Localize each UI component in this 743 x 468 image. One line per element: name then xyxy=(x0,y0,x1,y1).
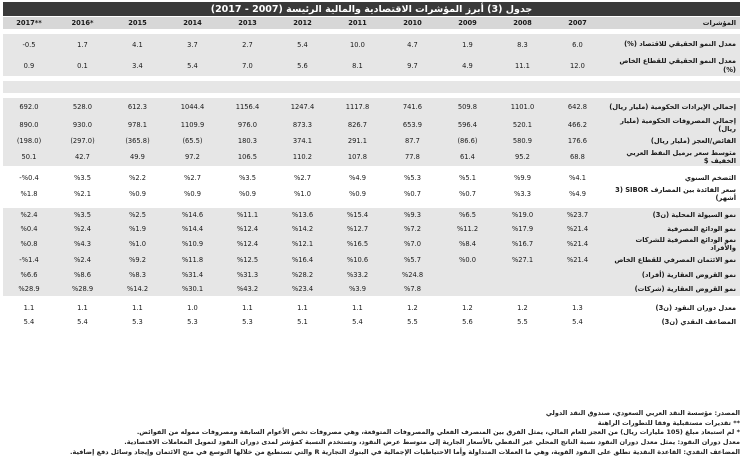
value-cell: %9.9 xyxy=(495,171,550,185)
value-cell: 1101.0 xyxy=(495,98,550,116)
footnote-forecast: ** تقديرات مستقبلية وفقا للتطورات الراهنة xyxy=(597,418,740,427)
value-cell: 87.7 xyxy=(385,134,440,148)
value-cell: 978.1 xyxy=(110,116,165,134)
value-cell: %6.5 xyxy=(440,208,495,222)
value-cell: %2.4 xyxy=(55,252,110,268)
header-year: 2007 xyxy=(550,17,605,29)
value-cell: 291.1 xyxy=(330,134,385,148)
value-cell: 4.7 xyxy=(385,34,440,55)
value-cell: 3.7 xyxy=(165,34,220,55)
value-cell: 509.8 xyxy=(440,98,495,116)
value-cell: 110.2 xyxy=(275,148,330,166)
value-cell: %23.7 xyxy=(550,208,605,222)
value-cell: 520.1 xyxy=(495,116,550,134)
value-cell: 1.2 xyxy=(440,301,495,315)
value-cell: %11.2 xyxy=(440,222,495,236)
table-row xyxy=(3,252,740,268)
value-cell: %1.0 xyxy=(275,185,330,203)
value-cell: 180.3 xyxy=(220,134,275,148)
value-cell xyxy=(495,282,550,296)
value-cell xyxy=(275,81,330,93)
value-cell: %31.3 xyxy=(220,268,275,282)
value-cell: %14.4 xyxy=(165,222,220,236)
footnotes xyxy=(3,409,740,458)
value-cell: %0.8 xyxy=(3,236,55,252)
value-cell: 1.0 xyxy=(165,301,220,315)
value-cell xyxy=(330,81,385,93)
value-cell: 5.4 xyxy=(275,34,330,55)
value-cell: 5.1 xyxy=(275,315,330,329)
value-cell xyxy=(495,81,550,93)
value-cell: 890.0 xyxy=(3,116,55,134)
value-cell: 42.7 xyxy=(55,148,110,166)
value-cell: %3.5 xyxy=(55,208,110,222)
indicators-table xyxy=(3,17,740,329)
value-cell: 5.4 xyxy=(330,315,385,329)
value-cell: 11.1 xyxy=(495,55,550,76)
header-year: 2008 xyxy=(495,17,550,29)
indicator-label: متوسط سعر برميل النفط العربي الخفيف $ xyxy=(605,148,740,166)
value-cell: %2.7 xyxy=(165,171,220,185)
value-cell: 4.9 xyxy=(440,55,495,76)
value-cell xyxy=(440,81,495,93)
value-cell: 5.4 xyxy=(550,315,605,329)
value-cell xyxy=(550,282,605,296)
table-row xyxy=(3,171,740,185)
value-cell: %28.2 xyxy=(275,268,330,282)
value-cell: %17.9 xyxy=(495,222,550,236)
value-cell: 1.1 xyxy=(220,301,275,315)
value-cell: 873.3 xyxy=(275,116,330,134)
value-cell: 1247.4 xyxy=(275,98,330,116)
indicator-label: إجمالي المصروفات الحكومية (مليار ريال) xyxy=(605,116,740,134)
value-cell: 1.1 xyxy=(55,301,110,315)
value-cell: 61.4 xyxy=(440,148,495,166)
indicator-label: معدل دوران النقود (ن3) xyxy=(605,301,740,315)
value-cell: 107.8 xyxy=(330,148,385,166)
indicator-label: نمو الائتمان المصرفي للقطاع الخاص xyxy=(605,252,740,268)
value-cell: %10.9 xyxy=(165,236,220,252)
footnote-velocity: معدل دوران النقود: يمثل معدل دوران النقود نسبة الناتج المحلي غير النفطي بالأسعار الجارية إلى متوسط عرض النقود، وتستخدم النسبة كمؤشر لمدى دوران النقود لتمويل المعاملات الاقتصادية. xyxy=(124,438,740,447)
header-year: 2017** xyxy=(3,17,55,29)
value-cell: %3.9 xyxy=(330,282,385,296)
value-cell: 0.1 xyxy=(55,55,110,76)
value-cell: %2.7 xyxy=(275,171,330,185)
value-cell: 8.3 xyxy=(495,34,550,55)
indicator-label: نمو الودائع المصرفية للشركات والأفراد xyxy=(605,236,740,252)
value-cell: 77.8 xyxy=(385,148,440,166)
value-cell xyxy=(110,81,165,93)
value-cell: %8.4 xyxy=(440,236,495,252)
value-cell: %12.1 xyxy=(275,236,330,252)
value-cell: %28.9 xyxy=(3,282,55,296)
value-cell: %16.5 xyxy=(330,236,385,252)
value-cell: %12.7 xyxy=(330,222,385,236)
value-cell xyxy=(440,268,495,282)
header-year: 2016* xyxy=(55,17,110,29)
value-cell: 1044.4 xyxy=(165,98,220,116)
value-cell: %3.5 xyxy=(220,171,275,185)
value-cell: 1.9 xyxy=(440,34,495,55)
table-row xyxy=(3,185,740,203)
indicator-label: نمو القروض العقارية (شركات) xyxy=(605,282,740,296)
value-cell: %0.7 xyxy=(440,185,495,203)
value-cell: 5.4 xyxy=(165,55,220,76)
table-row xyxy=(3,236,740,252)
header-year: 2011 xyxy=(330,17,385,29)
value-cell: 95.2 xyxy=(495,148,550,166)
table-row xyxy=(3,282,740,296)
value-cell: 4.1 xyxy=(110,34,165,55)
value-cell: 5.5 xyxy=(385,315,440,329)
value-cell: 5.5 xyxy=(495,315,550,329)
value-cell: %16.4 xyxy=(275,252,330,268)
value-cell xyxy=(220,81,275,93)
value-cell xyxy=(550,81,605,93)
value-cell: -%0.4 xyxy=(3,171,55,185)
value-cell: %9.2 xyxy=(110,252,165,268)
value-cell: %0.9 xyxy=(110,185,165,203)
table-row xyxy=(3,34,740,55)
value-cell: 10.0 xyxy=(330,34,385,55)
value-cell: %2.2 xyxy=(110,171,165,185)
value-cell: %4.3 xyxy=(55,236,110,252)
value-cell: 7.0 xyxy=(220,55,275,76)
value-cell: 3.4 xyxy=(110,55,165,76)
value-cell: 1.1 xyxy=(330,301,385,315)
value-cell: 5.3 xyxy=(165,315,220,329)
value-cell: %14.2 xyxy=(275,222,330,236)
value-cell: 5.3 xyxy=(220,315,275,329)
value-cell: 68.8 xyxy=(550,148,605,166)
table-row xyxy=(3,208,740,222)
value-cell: %27.1 xyxy=(495,252,550,268)
value-cell: %0.7 xyxy=(385,185,440,203)
footnote-deficit: * لم استبعاد مبلغ (105 مليارات ريال) من العجز للعام المالي، يمثل الفرق بين المنصرف الفعلي والمصروفات المتوقعة، وهي مصروفات تخص الأعوام السابقة ومصروفات مموله من الفوائض. xyxy=(136,428,740,437)
value-cell: %6.6 xyxy=(3,268,55,282)
value-cell: %7.0 xyxy=(385,236,440,252)
value-cell: %8.3 xyxy=(110,268,165,282)
value-cell: (65.5) xyxy=(165,134,220,148)
value-cell: %11.8 xyxy=(165,252,220,268)
indicator-label: المضاعف النقدي (ن3) xyxy=(605,315,740,329)
value-cell: (297.0) xyxy=(55,134,110,148)
value-cell: 5.6 xyxy=(440,315,495,329)
value-cell: 1.7 xyxy=(55,34,110,55)
value-cell: 580.9 xyxy=(495,134,550,148)
value-cell xyxy=(440,282,495,296)
header-year: 2009 xyxy=(440,17,495,29)
value-cell: 1117.8 xyxy=(330,98,385,116)
value-cell: (365.8) xyxy=(110,134,165,148)
value-cell: 612.3 xyxy=(110,98,165,116)
header-year: 2013 xyxy=(220,17,275,29)
value-cell: %4.1 xyxy=(550,171,605,185)
value-cell xyxy=(550,268,605,282)
value-cell: %0.9 xyxy=(165,185,220,203)
table-row xyxy=(3,301,740,315)
value-cell: %2.4 xyxy=(55,222,110,236)
indicator-label: سعر الفائدة بين المصارف SIBOR (3 أشهر) xyxy=(605,185,740,203)
value-cell: %7.8 xyxy=(385,282,440,296)
indicator-label xyxy=(605,81,740,93)
value-cell: %3.5 xyxy=(55,171,110,185)
table-header-row xyxy=(3,17,740,29)
value-cell: %5.7 xyxy=(385,252,440,268)
value-cell: %30.1 xyxy=(165,282,220,296)
value-cell: %19.0 xyxy=(495,208,550,222)
value-cell: %31.4 xyxy=(165,268,220,282)
value-cell: %7.2 xyxy=(385,222,440,236)
value-cell: 1.1 xyxy=(275,301,330,315)
value-cell: %21.4 xyxy=(550,252,605,268)
value-cell: 466.2 xyxy=(550,116,605,134)
value-cell: 12.0 xyxy=(550,55,605,76)
value-cell: %4.9 xyxy=(550,185,605,203)
indicator-label: معدل النمو الحقيقي للاقتصاد (%) xyxy=(605,34,740,55)
value-cell: 528.0 xyxy=(55,98,110,116)
value-cell: %1.8 xyxy=(3,185,55,203)
value-cell: %13.6 xyxy=(275,208,330,222)
table-row xyxy=(3,81,740,93)
value-cell: 2.7 xyxy=(220,34,275,55)
footnote-multiplier: المضاعف النقدي: القاعدة النقدية تطلق على النقود القوية، وهي ما العملات المتداولة وأما الاحتياطيات الإجمالية في البنوك التجارية R والتي تستطيع من خلالها التوسع في منح الائتمان وإيجاد وسائل دفع إضافية. xyxy=(70,447,740,456)
value-cell: %0.9 xyxy=(330,185,385,203)
value-cell: 1.1 xyxy=(3,301,55,315)
value-cell: 374.1 xyxy=(275,134,330,148)
value-cell: %33.2 xyxy=(330,268,385,282)
value-cell: %21.4 xyxy=(550,222,605,236)
value-cell: %11.1 xyxy=(220,208,275,222)
value-cell: 826.7 xyxy=(330,116,385,134)
value-cell: %14.2 xyxy=(110,282,165,296)
value-cell: %14.6 xyxy=(165,208,220,222)
value-cell: 6.0 xyxy=(550,34,605,55)
value-cell: %1.9 xyxy=(110,222,165,236)
value-cell: %8.6 xyxy=(55,268,110,282)
value-cell xyxy=(495,268,550,282)
value-cell: -%1.4 xyxy=(3,252,55,268)
value-cell: 692.0 xyxy=(3,98,55,116)
header-year: 2015 xyxy=(110,17,165,29)
value-cell: 1.3 xyxy=(550,301,605,315)
value-cell: %3.3 xyxy=(495,185,550,203)
table-row xyxy=(3,315,740,329)
value-cell: 1.1 xyxy=(110,301,165,315)
table-row xyxy=(3,148,740,166)
value-cell: %43.2 xyxy=(220,282,275,296)
value-cell: 930.0 xyxy=(55,116,110,134)
value-cell xyxy=(55,81,110,93)
value-cell: %0.9 xyxy=(220,185,275,203)
value-cell: %2.5 xyxy=(110,208,165,222)
value-cell: %15.4 xyxy=(330,208,385,222)
value-cell: 8.1 xyxy=(330,55,385,76)
value-cell: (198.0) xyxy=(3,134,55,148)
value-cell: %5.3 xyxy=(385,171,440,185)
table-row xyxy=(3,55,740,76)
indicator-label: نمو السيولة المحلية (ن3) xyxy=(605,208,740,222)
value-cell: 1.2 xyxy=(495,301,550,315)
value-cell: %16.7 xyxy=(495,236,550,252)
value-cell: %2.1 xyxy=(55,185,110,203)
value-cell: 976.0 xyxy=(220,116,275,134)
table-row xyxy=(3,268,740,282)
footnote-source: المصدر: مؤسسة النقد العربي السعودي، صندوق النقد الدولي xyxy=(545,409,740,417)
value-cell: 741.6 xyxy=(385,98,440,116)
indicator-label: التضخم السنوي xyxy=(605,171,740,185)
indicator-label: إجمالي الإيرادات الحكومية (مليار ريال) xyxy=(605,98,740,116)
value-cell: (86.6) xyxy=(440,134,495,148)
value-cell: %12.5 xyxy=(220,252,275,268)
value-cell: %23.4 xyxy=(275,282,330,296)
table-row xyxy=(3,134,740,148)
value-cell: 0.9 xyxy=(3,55,55,76)
value-cell: -0.5 xyxy=(3,34,55,55)
value-cell: 5.4 xyxy=(3,315,55,329)
value-cell: %4.9 xyxy=(330,171,385,185)
value-cell: 596.4 xyxy=(440,116,495,134)
value-cell xyxy=(385,81,440,93)
value-cell: 97.2 xyxy=(165,148,220,166)
value-cell: %21.4 xyxy=(550,236,605,252)
value-cell: 1156.4 xyxy=(220,98,275,116)
value-cell: 5.6 xyxy=(275,55,330,76)
value-cell: %24.8 xyxy=(385,268,440,282)
indicator-label: الفائض/العجز (مليار ريال) xyxy=(605,134,740,148)
value-cell: 1.2 xyxy=(385,301,440,315)
value-cell: 5.4 xyxy=(55,315,110,329)
value-cell: 642.8 xyxy=(550,98,605,116)
header-year: 2012 xyxy=(275,17,330,29)
table-row xyxy=(3,222,740,236)
value-cell: %28.9 xyxy=(55,282,110,296)
value-cell: 49.9 xyxy=(110,148,165,166)
value-cell: %1.0 xyxy=(110,236,165,252)
value-cell: 9.7 xyxy=(385,55,440,76)
value-cell: 5.3 xyxy=(110,315,165,329)
header-year: 2010 xyxy=(385,17,440,29)
indicator-label: معدل النمو الحقيقي للقطاع الخاص (%) xyxy=(605,55,740,76)
value-cell: 176.6 xyxy=(550,134,605,148)
value-cell: 106.5 xyxy=(220,148,275,166)
value-cell: %0.4 xyxy=(3,222,55,236)
table-row xyxy=(3,116,740,134)
value-cell: %10.6 xyxy=(330,252,385,268)
value-cell: 1109.9 xyxy=(165,116,220,134)
value-cell: %0.0 xyxy=(440,252,495,268)
value-cell: %12.4 xyxy=(220,222,275,236)
value-cell: %2.4 xyxy=(3,208,55,222)
header-year: 2014 xyxy=(165,17,220,29)
indicator-label: نمو الودائع المصرفية xyxy=(605,222,740,236)
value-cell: %5.1 xyxy=(440,171,495,185)
indicator-label: نمو القروض العقارية (أفراد) xyxy=(605,268,740,282)
value-cell xyxy=(165,81,220,93)
header-indicator-label: المؤشرات xyxy=(605,17,740,29)
value-cell: %9.3 xyxy=(385,208,440,222)
value-cell xyxy=(3,81,55,93)
value-cell: 653.9 xyxy=(385,116,440,134)
table-row xyxy=(3,98,740,116)
table-title: جدول (3) أبرز المؤشرات الاقتصادية والمالية الرئيسة (2007 - 2017) xyxy=(3,2,740,16)
value-cell: 50.1 xyxy=(3,148,55,166)
value-cell: %12.4 xyxy=(220,236,275,252)
